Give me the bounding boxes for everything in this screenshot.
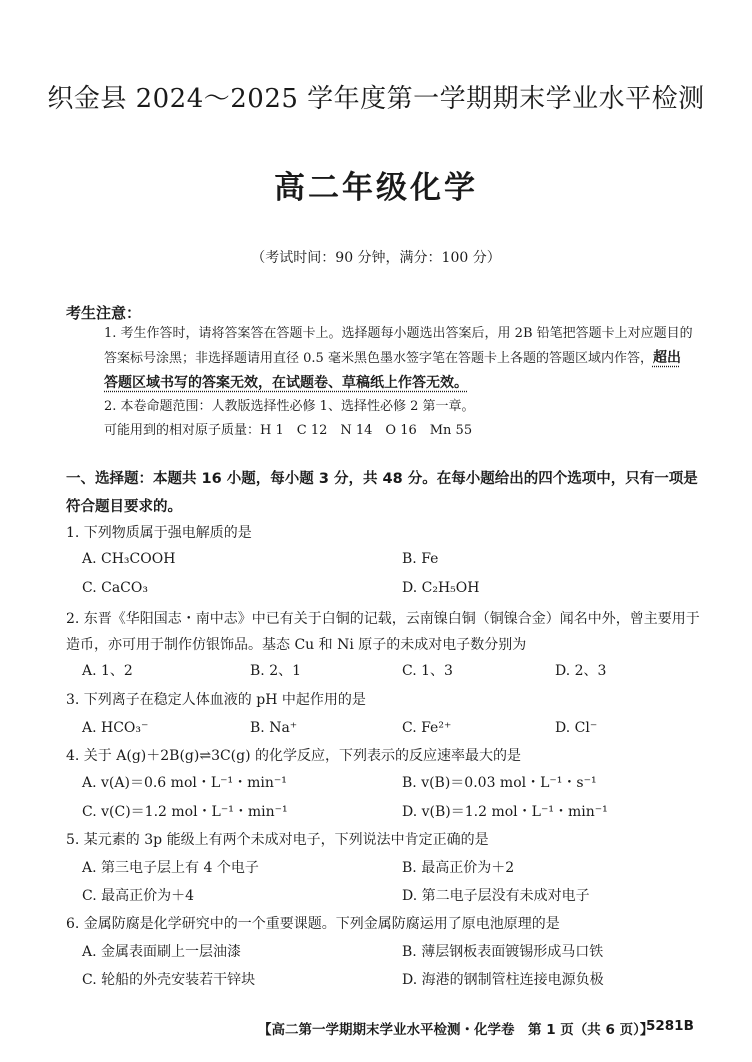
question-1-option-d: D. C₂H₅OH [402, 580, 480, 596]
exam-subject-title: 高二年级化学 [274, 170, 478, 206]
question-3-stem: 3. 下列离子在稳定人体血液的 pH 中起作用的是 [66, 692, 366, 708]
notice-title: 考生注意： [66, 304, 142, 322]
notice-item-1-emphasis: 超出答题区域书写的答案无效，在试题卷、草稿纸上作答无效。 [104, 350, 681, 391]
question-6-option-a: A. 金属表面刷上一层油漆 [82, 944, 242, 960]
question-5-option-d: D. 第二电子层没有未成对电子 [402, 888, 590, 904]
question-6-option-b: B. 薄层钢板表面镀锡形成马口铁 [402, 944, 604, 960]
notice-item-1-text: 1. 考生作答时，请将答案答在答题卡上。选择题每小题选出答案后，用 2B 铅笔把答题卡上对应题目的答案标号涂黑；非选择题请用直径 0.5 毫米黑色墨水签字笔在答题卡上各题的答题区域内作答， [104, 326, 693, 366]
question-2-option-c: C. 1、3 [402, 663, 453, 679]
question-2-option-d: D. 2、3 [555, 663, 607, 679]
question-5-option-c: C. 最高正价为＋4 [82, 888, 195, 904]
exam-time-info: （考试时间：90 分钟，满分：100 分） [251, 250, 501, 266]
question-1-stem: 1. 下列物质属于强电解质的是 [66, 525, 252, 541]
question-1-option-c: C. CaCO₃ [82, 580, 148, 596]
atomic-mass-note: 可能用到的相对原子质量：H 1 C 12 N 14 O 16 Mn 55 [104, 423, 473, 438]
question-4-option-c: C. v(C)＝1.2 mol・L⁻¹・min⁻¹ [82, 804, 288, 820]
question-4-option-b: B. v(B)＝0.03 mol・L⁻¹・s⁻¹ [402, 775, 597, 791]
question-6-option-d: D. 海港的钢制管柱连接电源负极 [402, 972, 604, 988]
question-2-stem: 2. 东晋《华阳国志・南中志》中已有关于白铜的记载，云南镍白铜（铜镍合金）闻名中外，曾主要用于造币，亦可用于制作仿银饰品。基态 Cu 和 Ni 原子的未成对电子数分别为 [66, 611, 700, 653]
question-6-stem: 6. 金属防腐是化学研究中的一个重要课题。下列金属防腐运用了原电池原理的是 [66, 916, 560, 932]
question-1-option-a: A. CH₃COOH [82, 551, 176, 567]
question-6-option-c: C. 轮船的外壳安装若干锌块 [82, 972, 256, 988]
notice-item-2: 2. 本卷命题范围：人教版选择性必修 1、选择性必修 2 第一章。 [104, 399, 475, 414]
question-3-option-b: B. Na⁺ [250, 720, 298, 736]
question-4-option-a: A. v(A)＝0.6 mol・L⁻¹・min⁻¹ [82, 775, 287, 791]
question-4-option-d: D. v(B)＝1.2 mol・L⁻¹・min⁻¹ [402, 804, 608, 820]
notice-item-1 [104, 322, 694, 396]
question-1-option-b: B. Fe [402, 551, 439, 567]
section-heading: 一、选择题：本题共 16 小题，每小题 3 分，共 48 分。在每小题给出的四个选项中，只有一项是符合题目要求的。 [66, 471, 698, 515]
question-3-option-a: A. HCO₃⁻ [82, 720, 149, 736]
footer-text: 【高二第一学期期末学业水平检测・化学卷 第 1 页（共 6 页）】 [258, 1022, 654, 1038]
exam-main-title: 织金县 2024～2025 学年度第一学期期末学业水平检测 [47, 84, 705, 114]
question-3-option-c: C. Fe²⁺ [402, 720, 452, 736]
question-4-stem: 4. 关于 A(g)＋2B(g)⇌3C(g) 的化学反应，下列表示的反应速率最大的是 [66, 748, 522, 764]
question-5-option-a: A. 第三电子层上有 4 个电子 [82, 860, 259, 876]
footer-code: 5281B [646, 1018, 694, 1034]
question-2-option-b: B. 2、1 [250, 663, 302, 679]
question-5-option-b: B. 最高正价为＋2 [402, 860, 515, 876]
question-2-option-a: A. 1、2 [82, 663, 133, 679]
question-5-stem: 5. 某元素的 3p 能级上有两个未成对电子，下列说法中肯定正确的是 [66, 832, 489, 848]
question-3-option-d: D. Cl⁻ [555, 720, 598, 736]
